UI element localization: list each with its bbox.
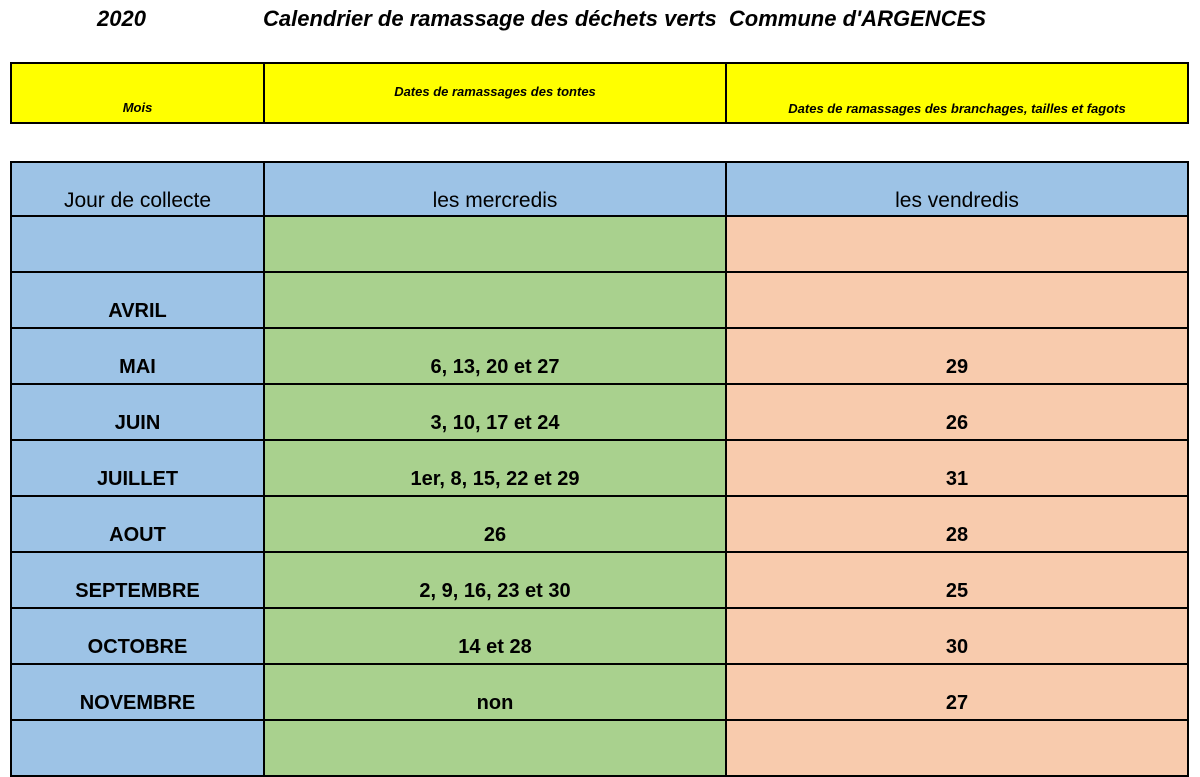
friday-dates-cell xyxy=(726,272,1188,328)
month-cell xyxy=(11,720,264,776)
wednesday-dates-cell xyxy=(264,216,726,272)
legend-header-row xyxy=(11,63,1188,123)
wednesday-dates-cell xyxy=(264,272,726,328)
table-row xyxy=(11,552,1188,608)
friday-dates-cell: 30 xyxy=(726,608,1188,664)
wednesday-dates-cell: 14 et 28 xyxy=(264,608,726,664)
collection-schedule-table xyxy=(10,161,1189,777)
wednesday-dates-cell: non xyxy=(264,664,726,720)
column-header-wednesdays: les mercredis xyxy=(264,162,726,216)
wednesday-dates-cell: 3, 10, 17 et 24 xyxy=(264,384,726,440)
table-row xyxy=(11,664,1188,720)
table-row xyxy=(11,328,1188,384)
table-row xyxy=(11,384,1188,440)
month-cell: SEPTEMBRE xyxy=(11,552,264,608)
friday-dates-cell: 25 xyxy=(726,552,1188,608)
wednesday-dates-cell: 6, 13, 20 et 27 xyxy=(264,328,726,384)
table-row xyxy=(11,272,1188,328)
table-row xyxy=(11,496,1188,552)
month-cell: OCTOBRE xyxy=(11,608,264,664)
month-cell: AVRIL xyxy=(11,272,264,328)
column-header-collection-day: Jour de collecte xyxy=(11,162,264,216)
schedule-header-row xyxy=(11,162,1188,216)
table-row xyxy=(11,216,1188,272)
month-cell: JUIN xyxy=(11,384,264,440)
friday-dates-cell xyxy=(726,216,1188,272)
document-title xyxy=(0,0,1200,44)
friday-dates-cell: 29 xyxy=(726,328,1188,384)
header-tontes: Dates de ramassages des tontes xyxy=(264,63,726,123)
wednesday-dates-cell: 26 xyxy=(264,496,726,552)
friday-dates-cell: 26 xyxy=(726,384,1188,440)
title-text: Calendrier de ramassage des déchets verts Commune d'ARGENCES xyxy=(263,6,986,31)
friday-dates-cell: 31 xyxy=(726,440,1188,496)
wednesday-dates-cell xyxy=(264,720,726,776)
month-cell: AOUT xyxy=(11,496,264,552)
column-header-fridays: les vendredis xyxy=(726,162,1188,216)
wednesday-dates-cell: 2, 9, 16, 23 et 30 xyxy=(264,552,726,608)
month-cell: JUILLET xyxy=(11,440,264,496)
month-cell: MAI xyxy=(11,328,264,384)
title-year: 2020 xyxy=(97,6,146,31)
friday-dates-cell xyxy=(726,720,1188,776)
legend-header-table xyxy=(10,62,1189,124)
friday-dates-cell: 28 xyxy=(726,496,1188,552)
month-cell: NOVEMBRE xyxy=(11,664,264,720)
table-row xyxy=(11,440,1188,496)
friday-dates-cell: 27 xyxy=(726,664,1188,720)
wednesday-dates-cell: 1er, 8, 15, 22 et 29 xyxy=(264,440,726,496)
table-row xyxy=(11,720,1188,776)
header-mois: Mois xyxy=(11,63,264,123)
table-row xyxy=(11,608,1188,664)
header-branchages: Dates de ramassages des branchages, tailles et fagots xyxy=(726,63,1188,123)
month-cell xyxy=(11,216,264,272)
